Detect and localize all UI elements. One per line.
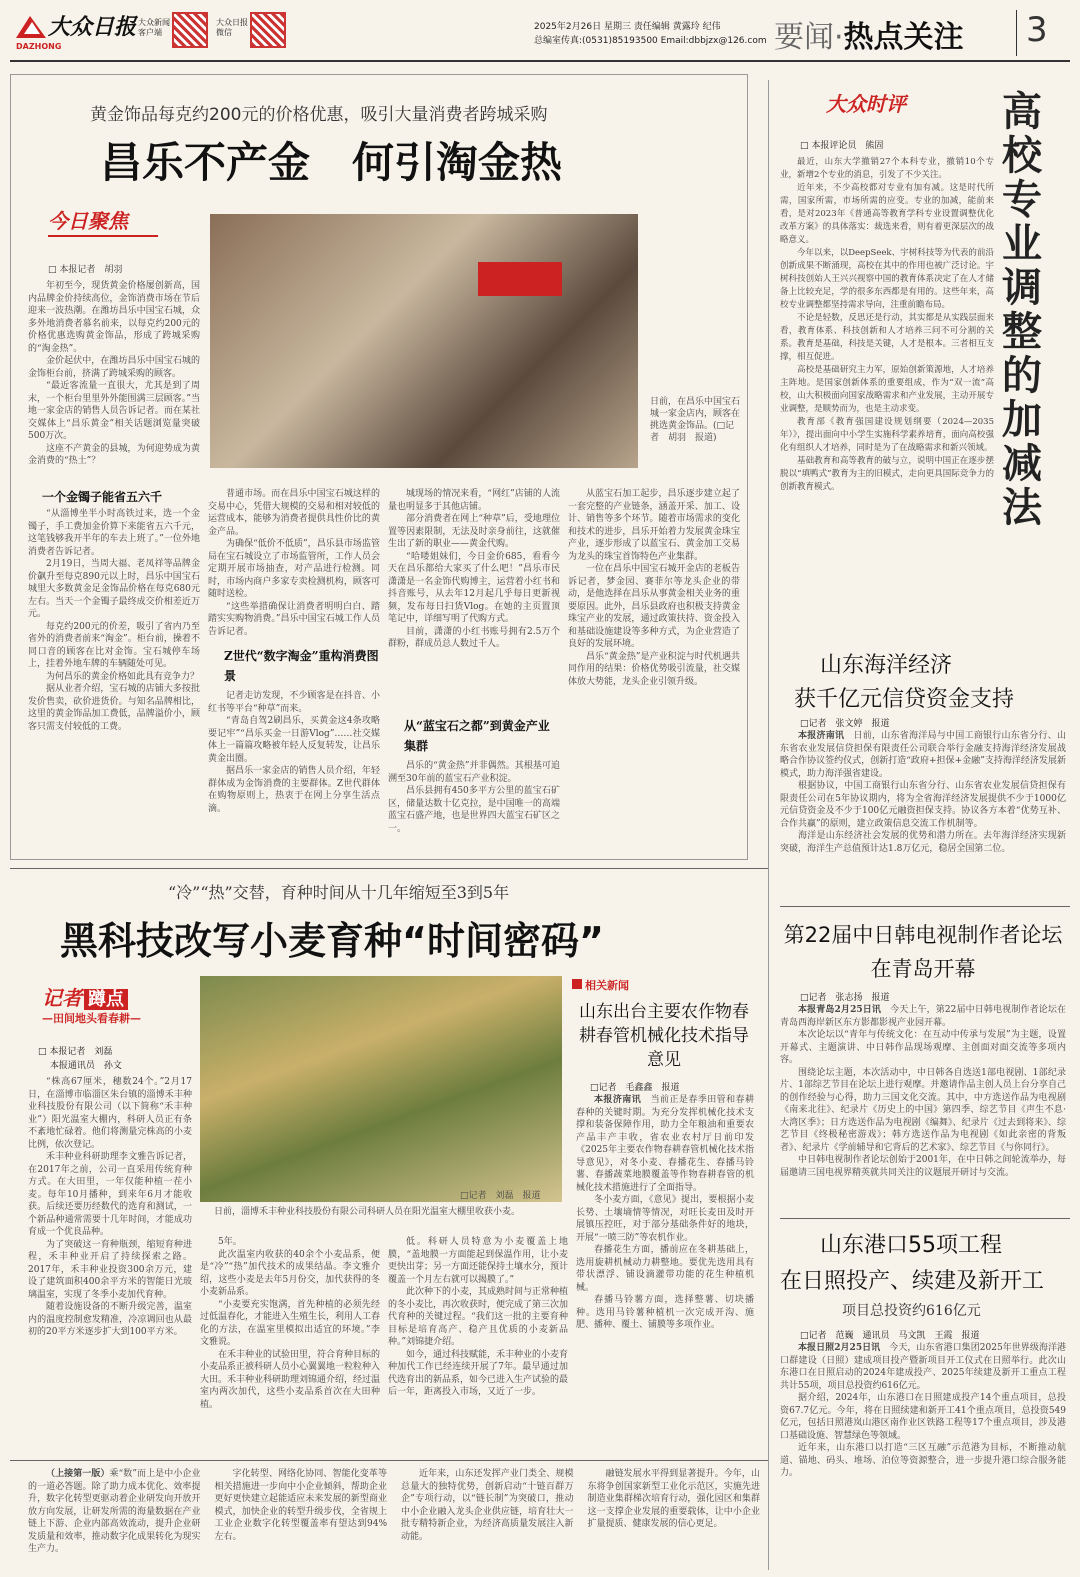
ocean-title-2: 获千亿元信贷资金支持 xyxy=(794,687,1015,712)
wheat-byline-2: 本报通讯员 孙文 xyxy=(38,1061,122,1071)
issue-weekday: 星期三 xyxy=(603,22,631,32)
bottom-lead: （上接第一版） xyxy=(46,1469,110,1479)
ocean-body: 本报济南讯 日前，山东省海洋局与中国工商银行山东省分行、山东省农业发展信贷担保有限责任公司联合举行金融支持海洋经济发展战略合作协议签约仪式，创新打造“政府+担保+金融”支持海洋经济发展新模式，助力海洋强省建设。 根据协议，中国工商银行山东省分行、山东省农业发展信贷担保有限责任公司在5年协议期内，将为全省海洋经济发展提供不少于1000亿元信贷资金及不少于100亿元融资担保支持。协议各方本着“优势互补、合作共赢”的原则，建立政策信息交流工作机制等。 海洋是山东经济社会发展的优势和潜力所在。去年海洋经济实现新突破，海洋生产总值预计达1.8万亿元，稳居全国第二位。 xyxy=(780,731,1066,854)
qr-code-icon xyxy=(250,12,286,48)
korea-body: 本报青岛2月25日讯 今天上午，第22届中日韩电视制作者论坛在青岛西海岸新区东方影都影视产业园开幕。 本次论坛以“青年与传统文化：在互动中传承与发展”为主题，设置开幕式、主题演讲、中日韩作品现场观摩、主创面对面交流等多项内容。 围绕论坛主题，本次活动中，中日韩各自选送1部电视剧、1部纪录片、1部综艺节目在论坛上进行观摩。并邀请作品主创人员上台分享自己的创作经验与心得，助力三国文化交流。其中，中方选送作品为电视剧《南来北往》、纪录片《历史上的中国》第四季、综艺节目《声生不息·大湾区季》；日方选送作品为电视剧《编舞》、纪录片《过去到将来》、综艺节目《终极秘密游戏》；韩方选送作品为电视剧《如此亲密的背叛者》、纪录片《学前辅导和它背后的艺术家》、综艺节目《与你同行》。 中日韩电视制作者论坛创始于2001年，在中日韩之间轮流举办，每届邀请三国电视界精英就共同关注的议题展开研讨与交流。 xyxy=(780,1005,1066,1178)
wheat-photo-caption: 日前，淄博禾丰种业科技股份有限公司科研人员在阳光温室大棚里收获小麦。 xyxy=(214,1207,521,1217)
lead-subhead-2: Z世代“数字淘金”重构消费图景 xyxy=(224,649,379,683)
korea-byline: □记者 张志扬 报道 xyxy=(800,993,890,1003)
wheat-kicker: “冷”“热”交替，育种时间从十几年缩短至3到5年 xyxy=(168,883,510,902)
section-name: 要闻 xyxy=(774,20,834,55)
wheat-tag-sub: —田间地头看春耕— xyxy=(42,1012,141,1025)
masthead-en: DAZHONG xyxy=(16,42,62,51)
wheat-photo xyxy=(200,976,562,1202)
masthead-logo xyxy=(14,8,137,52)
bottom-continuation: （上接第一版）乘“数”而上是中小企业的一道必答题。除了助力成本优化、效率提升，数字化转型更驱动着企业研发向开放开放方向发展，让研发所需的海量数据在产业链上下游、企业内部高效流动，提升企业研发质量和效率，推动数字化成果转化为现实生产力。 字化转型、网络化协同、智能化变革等相关措施进一步向中小企业倾斜，帮助企业更好更快建立起能适应未来发展的新型商业模式，加快企业的转型升级步伐，全省规上工业企业数字化转型覆盖率有望达到94%左右。 近年来，山东还发挥产业门类全、规模总量大的独特优势，创新启动“十链百群万企”专项行动，以“链长制”为突破口，推动中小企业融入龙头企业供应链，培育壮大一批专精特新企业，为经济高质量发展注入新动能。 融链发展水平得到显著提升。今年，山东将争创国家新型工业化示范区，实施先进制造业集群梯次培育行动，强化园区和集群这一支撑企业发展的重要载体，让中小企业扩量提质、健康发展的信心更足。 xyxy=(28,1469,760,1554)
ocean-byline: □记者 张文婷 报道 xyxy=(800,719,890,729)
wheat-col-3: 低。科研人员特意为小麦覆盖上地膜，“盖地膜一方面能起到保温作用，让小麦更快出芽；另一方面还能保持土壤水分，预计覆盖一个月左右就可以揭膜了。” 此次种下的小麦，其成熟时间与正常种植的冬小麦比，再次收获时，便完成了第三次加代育种的关键过程。“我们这一批的主要育种目标是培育高产、稳产且优质的小麦新品种。”刘锦捷介绍。 如今，通过科技赋能，禾丰种业的小麦育种加代工作已经连续开展了7年。最早通过加代选育出的新品系，如今已进入生产试验的最后一年，距离投入市场，又近了一步。 xyxy=(388,1237,568,1397)
port-body: 本报日照2月25日讯 今天，山东省港口集团2025年世界级海洋港口群建设（日照）建成项目投产暨新项目开工仪式在日照举行。此次山东港口在日照启动的2024年建成投产、2025年续建及新开工重点工程共计55项，项目总投资约616亿元。 据介绍，2024年，山东港口在日照建成投产14个重点项目，总投资67.7亿元。今年，将在日照续建和新开工41个重点项目，总投资549亿元，包括日照港岚山港区南作业区铁路工程等17个重点项目，涉及港口基础设施、智慧绿色等领域。 近年来，山东港口以打造“三区互融”示范港为目标，不断推动航道、锚地、码头、堆场、泊位等资源整合，进一步提升港口综合服务能力。 xyxy=(780,1343,1066,1478)
commentary-byline: □ 本报评论员 熊固 xyxy=(800,141,884,151)
ocean-lead: 本报济南讯 xyxy=(798,731,845,741)
wheat-photo-credit: □记者 刘磊 报道 xyxy=(460,1191,541,1201)
related-body: 本报济南讯 当前正是春季田管和春耕春种的关键时期。为充分发挥机械化技术支撑和装备保障作用，助力全年粮油和重要农产品丰产丰收，省农业农村厅日前印发《2025年主要农作物春耕春管机械化技术指导意见》，对冬小麦、春播花生、春播马铃薯、春播蔬菜地膜覆盖等作物春耕春管的机械化技术措施进行了全面指导。 冬小麦方面，《意见》提出，要根据小麦长势、土壤墒情等情况，对旺长麦田及时开展镇压控旺，对于部分基础条件好的地块，开展“一喷三防”等农机作业。 春播花生方面，播前应在冬耕基础上，选用旋耕机械动力耕整地。要优先选用具有带状漂浮、铺设滴灌带功能的花生种植机械。 春播马铃薯方面，选择整薯、切块播种。选用马铃薯种植机一次完成开沟、施肥、播种、覆土、铺膜等多项作业。 xyxy=(576,1095,754,1330)
app-label-2: 大众日报 微信 xyxy=(216,18,248,37)
email: Email:dbbjzx@126.com xyxy=(660,36,767,46)
paper-logo-icon xyxy=(14,12,48,42)
lead-col-3b: 昌乐的“黄金热”并非偶然。其根基可追溯至30年前的蓝宝石产业积淀。 昌乐县拥有450多平方公里的蓝宝石矿区，储量达数十亿克拉，是中国唯一的高端蓝宝石盛产地，也是世界四大蓝宝石矿区之一。 xyxy=(388,761,560,834)
lead-photo xyxy=(210,214,638,468)
commentary-title: 高校专业调整的加减法 xyxy=(1002,88,1042,531)
korea-lead: 本报青岛2月25日讯 xyxy=(798,1005,881,1015)
photo-sign xyxy=(478,262,562,296)
lead-tag: 今日聚焦 xyxy=(48,209,128,233)
port-subtitle: 项目总投资约616亿元 xyxy=(842,1303,981,1319)
related-title: 山东出台主要农作物春耕春管机械化技术指导意见 xyxy=(579,1002,749,1070)
lead-col-3: 城现场的情况来看，“网红”店铺的人流量也明显多于其他店铺。 部分消费者在网上“种草”后，受地理位置等因素限制，无法及时亲身前往，这就催生出了新的职业——黄金代购。 “哈喽姐妹们，今日金价685，看看今天在昌乐都给大家买了什么吧！”昌乐市民潇潇是一名金饰代购博主，运营着小红书和抖音账号，从去年12月起几乎每日更新视频，发布每日扫货Vlog。在她的主页置顶笔记中，详细写明了代购方式。 目前，潇潇的小红书账号拥有2.5万个群粉，群成员总人数过千人。 xyxy=(388,489,560,649)
related-icon xyxy=(572,979,582,989)
korea-title: 第22届中日韩电视制作者论坛在青岛开幕 xyxy=(783,923,1063,981)
section-hot: 热点关注 xyxy=(843,20,964,55)
wheat-tag-1: 记者 xyxy=(42,986,82,1010)
lead-subhead-1: 一个金镯子能省五六千 xyxy=(42,490,163,504)
commentary-body: 最近，山东大学撤销27个本科专业，撤销10个专业，新增2个专业的消息，引发了不少关注。 近年来，不少高校都对专业有加有减。这是时代所需，国家所需，市场所需的应变。专业的加减，能前来看，是对2023年《普通高等教育学科专业设置调整优化改革方案》的具体落实：裁选来看，则有着更深层次的战略意义。 今年以来，以DeepSeek、宇树科技等为代表的前沿创新成果不断涌现，高校在其中的作用也被广泛讨论。宇树科技创始人王兴兴视察中国的教育体系决定了在人才储备上比较充足，学的很多东西都是有用的。这些年来，高校专业调整都坚持需求导向，注重前瞻布局。 不论是轻数，反思还是行动，其实都是从实践层面来看，教育体系、科技创新和人才培养三问不可分割的关系。教育是基础，科技是关键，人才是根本。三者相互支撑，相互促进。 高校是基础研究主力军，原始创新策源地，人才培养主阵地。是国家创新体系的重要组成，作为“双一流”高校，山大积极面向国家战略需求和产业发展，主动开展专业调整，是顺势而为，也是主动求变。 教育部《教育强国建设规划纲要（2024—2035年）》，提出面向中小学生实施科学素养培育，面向高校强化有组织人才培养，同时是为了在战略需求和新兴领域。 基础教育和高等教育的破与立，说明中国正在逐步摆脱以“填鸭式”教育为主的旧模式，走向更具国际竞争力的创新教育模式。 xyxy=(780,157,994,492)
app-label-1: 大众新闻 客户端 xyxy=(138,18,170,37)
related-lead: 本报济南讯 xyxy=(594,1095,642,1105)
lead-byline: □ 本报记者 胡羽 xyxy=(48,265,123,275)
wheat-col-2: 5年。 此次温室内收获的40余个小麦品系，便是“冷”“热”加代技术的成果结晶。李文雅介绍，这些小麦是去年5月份交，加代获得的冬小麦新品系。 “小麦要充实饱满，首先种植的必须先经过低温春化，才能进入生殖生长，利用人工春化的方法，在温室里模拟出适宜的环境。”李文雅说。 在禾丰种业的试验田里，符合育种目标的小麦品系正被科研人员小心翼翼地一粒粒种入大田。禾丰种业科研助理刘锦通介绍，经过温室内两次加代，这些小麦品系首次在大田种植。 xyxy=(200,1237,380,1410)
fax: 总编室传真:(0531)85193500 xyxy=(534,36,658,46)
page-number: 3 xyxy=(1026,10,1048,50)
editor-name: 黄露玲 xyxy=(672,22,700,32)
lead-col-1b: “从淄博坐半小时高铁过来，选一个金镯子，手工费加金价算下来能省五六千元，这笔钱够我开半年的车去上班了。”一位外地消费者告诉记者。 2月19日，当周大福、老凤祥等品牌金价飙升至每克890元以上时，昌乐中国宝石城里大多数黄金足金饰品价格在每克680元左右。当天一个金镯子最终成交价相差近万元。 每克约200元的价差，吸引了省内乃至省外的消费者前来“淘金”。柜台前，操着不同口音的顾客在比对金饰。宝石城停车场上，挂着外地车牌的车辆随处可见。 为何昌乐的黄金价格如此具有竞争力？ 据从业者介绍，宝石城的店铺大多按批发价售卖，砍价进货价。与知名品牌相比，这里的黄金饰品加工费低，品牌溢价小，顾客只需支付较低的工费。 xyxy=(28,509,200,732)
section-label xyxy=(774,12,964,56)
ocean-title-1: 山东海洋经济 xyxy=(820,653,953,678)
wheat-headline: 黑科技改写小麦育种“时间密码” xyxy=(60,919,604,963)
wheat-tag xyxy=(42,982,128,1011)
lead-headline: 昌乐不产金 何引淘金热 xyxy=(100,138,563,187)
port-title-1: 山东港口55项工程 xyxy=(820,1233,1002,1258)
wheat-byline-1: □ 本报记者 刘磊 xyxy=(38,1047,113,1057)
lead-col-4: 从蓝宝石加工起步，昌乐逐步建立起了一套完整的产业链条，涵盖开采、加工、设计、销售等多个环节。随着市场需求的变化和技术的进步，昌乐开始着力发展黄金珠宝产业，逐步形成了以蓝宝石、黄金加工交易为龙头的珠宝首饰特色产业集群。 一位在昌乐中国宝石城开金店的老板告诉记者，梦金园、赛菲尔等龙头企业的带动，是他选择在昌乐从事黄金相关业务的重要原因。此外，昌乐县政府也积极支持黄金珠宝产业的发展，通过政策扶持、资金投入和基础设施建设等多种方式，为企业营造了良好的发展环境。 昌乐“黄金热”是产业积淀与时代机遇共同作用的结果：价格优势吸引流量，社交媒体放大势能，龙头企业引领升级。 xyxy=(568,489,740,687)
port-title-2: 在日照投产、续建及新开工 xyxy=(780,1269,1045,1294)
related-byline: □记者 毛鑫鑫 报道 xyxy=(590,1083,680,1093)
related-news-label: 相关新闻 xyxy=(585,979,629,992)
lead-col-1: 年初至今，现货黄金价格屡创新高，国内品牌金价持续高位，金饰消费市场在节后迎来一波热潮。在潍坊昌乐中国宝石城，众多外地消费者慕名前来，以每克约200元的价格优惠选购黄金饰品，形成了跨城采购的“淘金热”。 金价起伏中，在潍坊昌乐中国宝石城的金饰柜台前，挤满了跨城采购的顾客。 “最近客流量一直很大，尤其是到了周末，一个柜台里里外外能围满三层顾客。”当地一家金店的销售人员告诉记者。而在某社交媒体上“昌乐黄金”相关话题浏览量突破500万次。 这座不产黄金的县城，为何迎势成为黄金消费的“热土”？ xyxy=(28,281,200,466)
lead-kicker: 黄金饰品每克约200元的价格优惠，吸引大量消费者跨城采购 xyxy=(90,105,548,125)
commentary-tag: 大众时评 xyxy=(826,92,906,116)
related-news-tag xyxy=(572,974,629,993)
editor-label: 责任编辑 xyxy=(633,22,670,32)
qr-code-icon xyxy=(172,12,208,48)
wheat-tag-2: 蹲点 xyxy=(84,989,128,1010)
lead-photo-caption: 日前，在昌乐中国宝石城一家金店内，顾客在挑选黄金饰品。(□记者 胡羽 报道) xyxy=(650,397,741,443)
port-byline: □记者 范巍 通讯员 马文凯 王霞 报道 xyxy=(800,1331,980,1341)
lead-subhead-3: 从“蓝宝石之都”到黄金产业集群 xyxy=(404,719,550,753)
wheat-col-1: “株高67厘米，穗数24个。”2月17日，在淄博市临淄区朱台镇的淄博禾丰种业科技股份有限公司（以下简称“禾丰种业”）阳光温室大棚内，科研人员正有条不紊地忙碌着。他们将测量完株高的小麦比例，依次登记。 禾丰种业科研助理李文雅告诉记者，在2017年之前，公司一直采用传统育种方式。在大田里，一年仅能种植一茬小麦。每年10月播种，到来年6月才能收获。后续还要历经数代的选育和测试，一个新品种通常需要十几年时间，才能成功育成一个优良品种。 为了突破这一育种瓶颈，缩短育种进程，禾丰种业开启了持续探索之路。2017年，禾丰种业投资300余万元，建设了建筑面积400余平方米的智能日光玻璃温室，实现了冬季小麦加代育种。 随着设施设备的不断升级完善，温室内的温度控制愈发精准，冷凉调回也从最初的20平方米逐步扩大到100平方米。 xyxy=(28,1077,192,1337)
issue-date: 2025年2月26日 xyxy=(534,22,602,32)
masthead-title: 大众日报 xyxy=(48,14,137,40)
section-sep: · xyxy=(834,20,844,55)
lead-col-2b: 记者走访发现，不少顾客是在抖音、小红书等平台“种草”而来。 “青岛自驾2刷昌乐，买黄金这4条攻略要记牢”“昌乐买金一日游Vlog”……社交媒体上一篇篇攻略被年轻人反复转发，让昌乐黄金出圈。 据昌乐一家金店的销售人员介绍，年轻群体成为金饰消费的主要群体。Z世代群体在购物原则上，热衷于在网上分享生活点滴。 xyxy=(208,691,380,814)
proofreader: 纪伟 xyxy=(702,22,721,32)
issue-info xyxy=(534,20,767,48)
lead-col-2: 普通市场。而在昌乐中国宝石城这样的交易中心，凭借大规模的交易和相对较低的运营成本，能够为消费者提供具性价比的黄金产品。 为确保“低价不低质”，昌乐县市场监管局在宝石城设立了市场监管所，工作人员会定期开展市场抽查，对产品进行检测。同时，市场内商户多家专卖检测机构，顾客可随时送检。 “这些举措确保让消费者明明白白、踏踏实实购物消费。”昌乐中国宝石城工作人员告诉记者。 xyxy=(208,489,380,637)
port-lead: 本报日照2月25日讯 xyxy=(798,1343,881,1353)
